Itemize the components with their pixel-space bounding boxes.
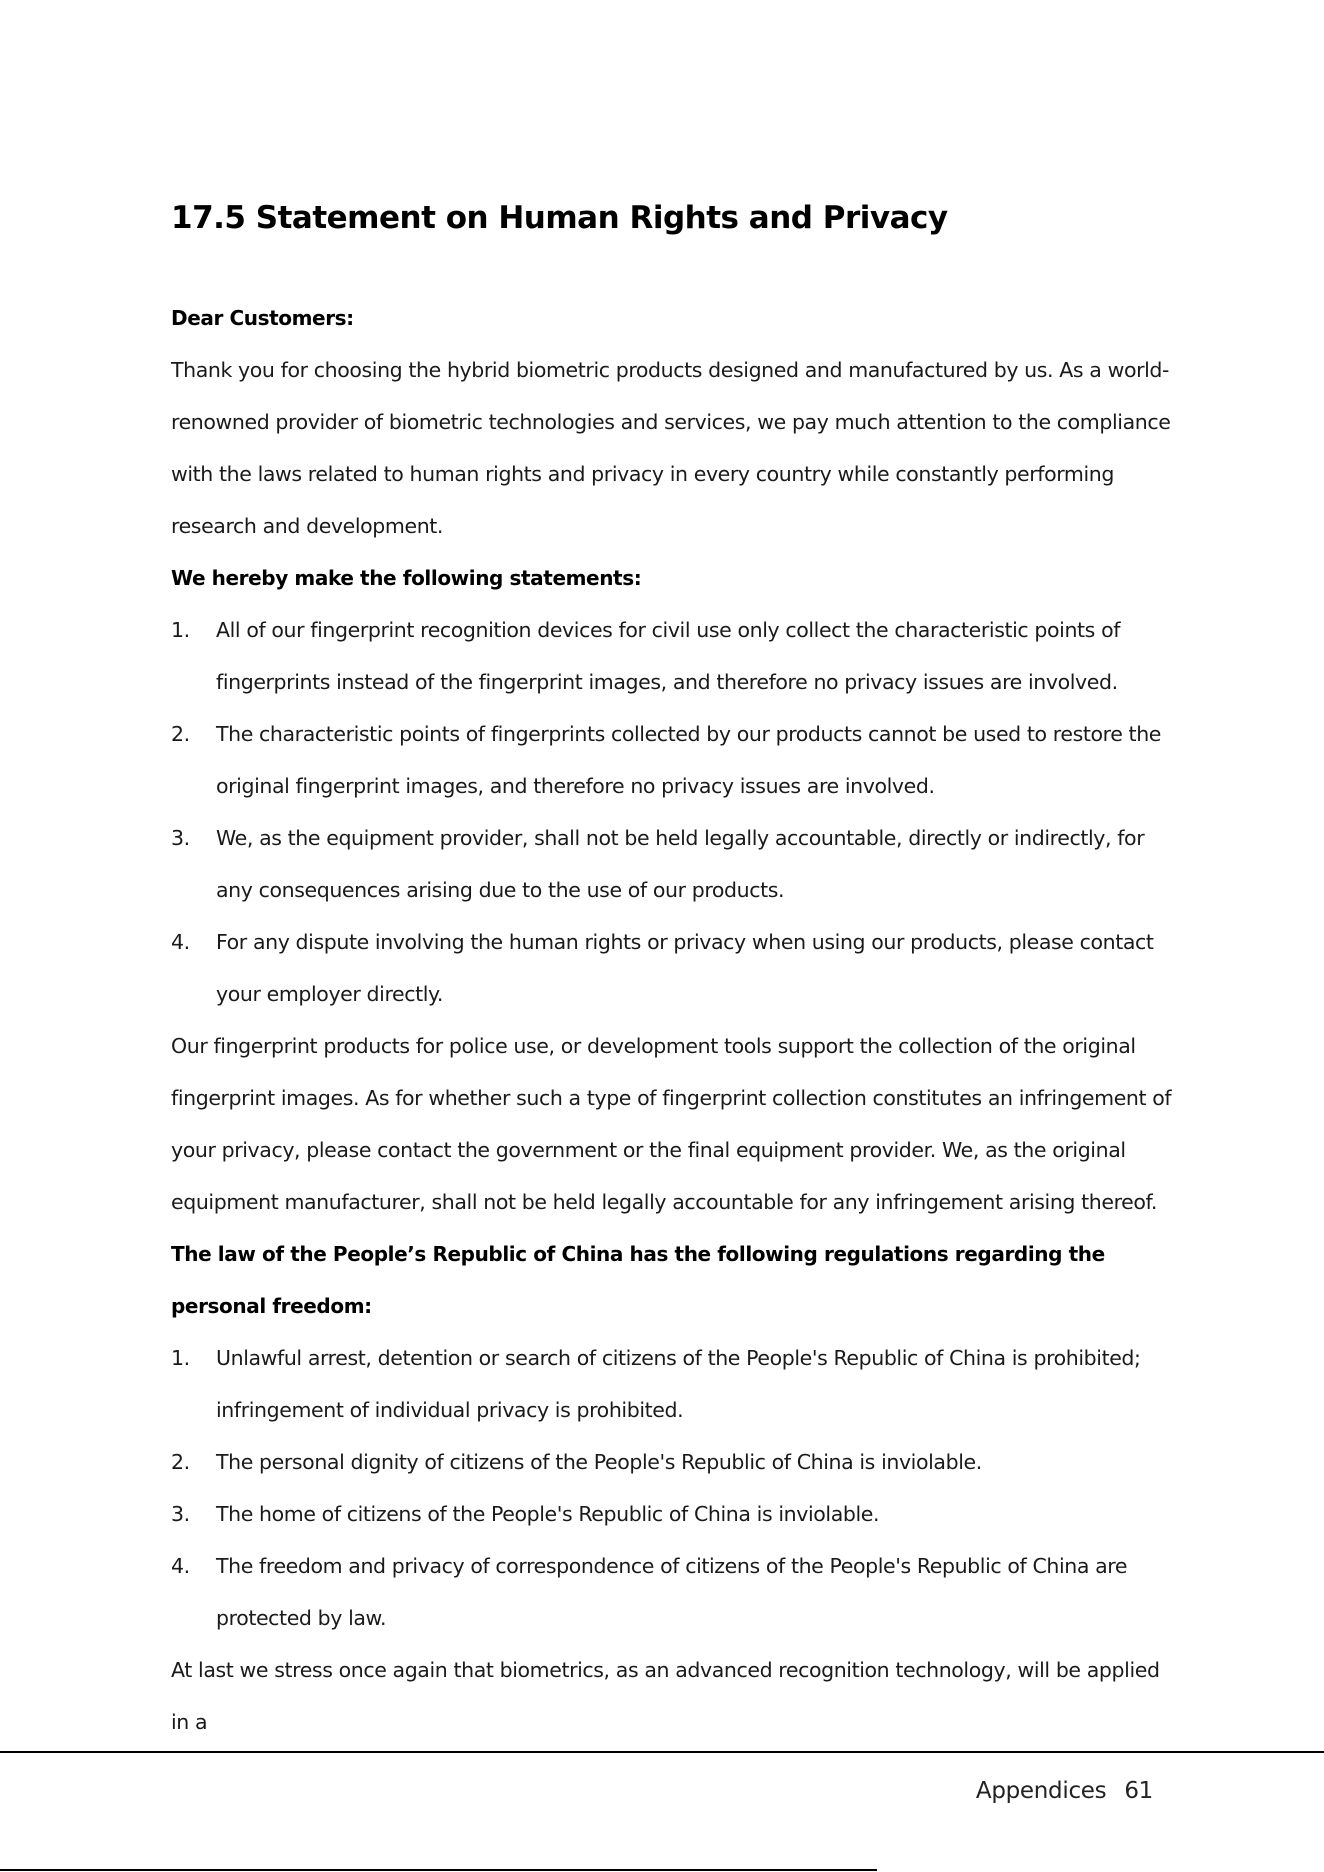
list-item (171, 916, 1181, 1020)
list-number: 3. (171, 1502, 190, 1526)
statements-heading: We hereby make the following statements: (171, 566, 642, 590)
section-title: 17.5 Statement on Human Rights and Privacy (171, 200, 948, 236)
footer-section-name: Appendices (975, 1778, 1107, 1804)
list-item-text: The home of citizens of the People's Republic of China is inviolable. (216, 1502, 880, 1526)
list-item (171, 1540, 1181, 1644)
list-number: 4. (171, 930, 190, 954)
list-item-text: The personal dignity of citizens of the People's Republic of China is inviolable. (216, 1450, 982, 1474)
law-heading: The law of the People’s Republic of China has the following regulations regarding the personal freedom: (171, 1242, 1105, 1318)
list-number: 3. (171, 826, 190, 850)
list-item (171, 1332, 1181, 1436)
list-item (171, 604, 1181, 708)
list-number: 4. (171, 1554, 190, 1578)
list-item (171, 1436, 1181, 1488)
list-number: 2. (171, 1450, 190, 1474)
list-number: 1. (171, 1346, 190, 1370)
police-use-paragraph: Our fingerprint products for police use, or development tools support the collection of the original fingerprint images. As for whether such a type of fingerprint collection constitutes an infringement of your privacy, please contact the government or the final equipment provider. We, as the original equipment manufacturer, shall not be held legally accountable for any infringement arising thereof. (171, 1034, 1172, 1214)
footer-divider (0, 1751, 1324, 1753)
document-page (171, 0, 1181, 1750)
list-item (171, 812, 1181, 916)
list-item-text: All of our fingerprint recognition devices for civil use only collect the characteristic points of fingerprints instead of the fingerprint images, and therefore no privacy issues are involved. (216, 618, 1121, 694)
bottom-divider (0, 1869, 877, 1871)
intro-paragraph: Thank you for choosing the hybrid biometric products designed and manufactured by us. As a world-renowned provider of biometric technologies and services, we pay much attention to the compliance with the laws related to human rights and privacy in every country while constantly performing research and development. (171, 358, 1171, 538)
regulations-list (171, 1332, 1181, 1644)
list-item-text: The freedom and privacy of correspondence of citizens of the People's Republic of China are protected by law. (216, 1554, 1128, 1630)
list-item-text: The characteristic points of fingerprints collected by our products cannot be used to restore the original fingerprint images, and therefore no privacy issues are involved. (216, 722, 1162, 798)
list-item-text: Unlawful arrest, detention or search of citizens of the People's Republic of China is prohibited; infringement of individual privacy is prohibited. (216, 1346, 1141, 1422)
list-item (171, 708, 1181, 812)
list-number: 2. (171, 722, 190, 746)
list-item (171, 1488, 1181, 1540)
statements-list (171, 604, 1181, 1020)
page-number: 61 (1124, 1778, 1153, 1804)
greeting: Dear Customers: (171, 306, 354, 330)
closing-paragraph: At last we stress once again that biometrics, as an advanced recognition technology, will be applied in a (171, 1658, 1160, 1734)
list-item-text: For any dispute involving the human rights or privacy when using our products, please contact your employer directly. (216, 930, 1154, 1006)
page-footer (976, 1778, 1153, 1804)
list-item-text: We, as the equipment provider, shall not be held legally accountable, directly or indirectly, for any consequences arising due to the use of our products. (216, 826, 1145, 902)
list-number: 1. (171, 618, 190, 642)
document-body (171, 292, 1181, 1748)
